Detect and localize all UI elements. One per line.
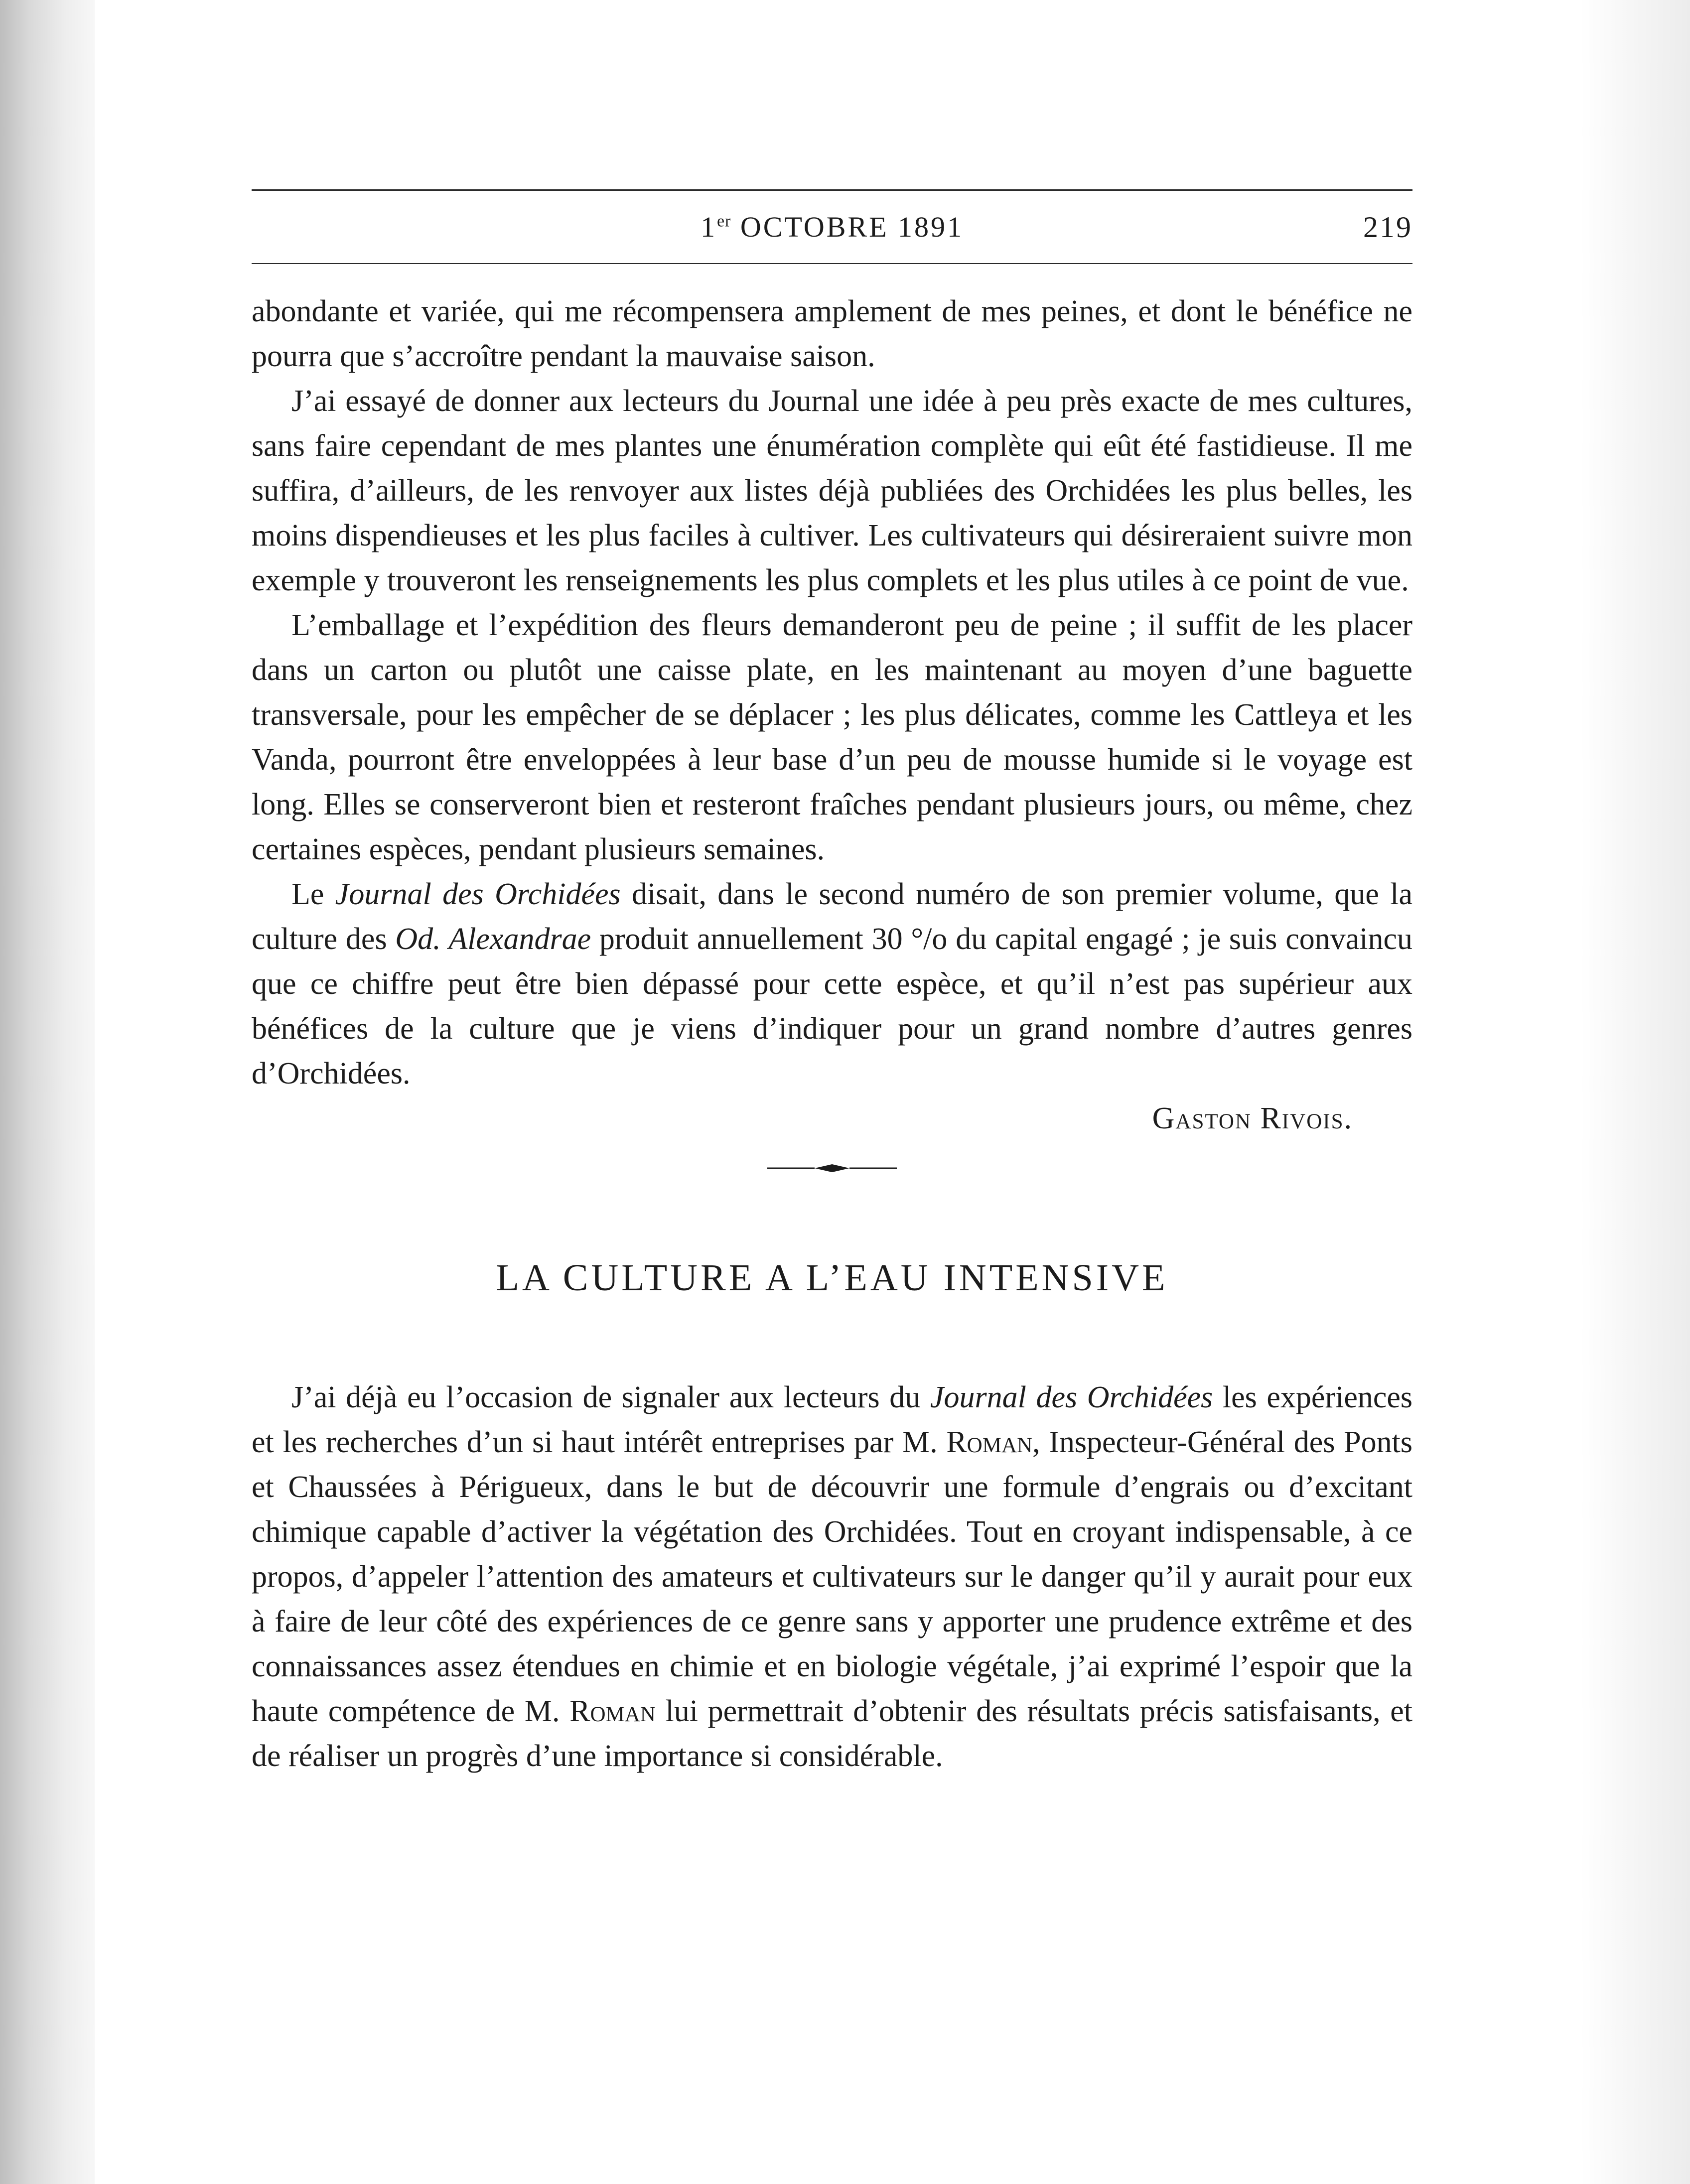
paragraph-4 — [252, 872, 1412, 1096]
article-body — [252, 289, 1412, 1778]
author-signature: Gaston Rivois. — [1152, 1101, 1353, 1135]
header-date-prefix: 1 — [700, 211, 717, 243]
p5-text-e: , Inspecteur-Général des Ponts et Chaussées à Périgueux, dans le but de découvrir une formule d’engrais ou d’excitant chimique capable d’activer la végétation des Orchidées. Tout en croyant indispensable, à ce propos, d’appeler l’attention des amateurs et cultivateurs sur le danger qu’il y aurait pour eux à faire de leur côté des expériences de ce genre sans y apporter une prudence extrême et des connaissances assez étendues en chimie et en biologie végétale, j’ai exprimé l’espoir que la haute compétence de M. — [252, 1425, 1412, 1728]
paragraph-3: L’emballage et l’expédition des fleurs demanderont peu de peine ; il suffit de les placer dans un carton ou plutôt une caisse plate, en les maintenant au moyen d’une baguette transversale, pour les empêcher de se déplacer ; les plus délicates, comme les Cattleya et les Vanda, pourront être enveloppées à leur base d’un peu de mousse humide si le voyage est long. Elles se conserveront bien et resteront fraîches pendant plusieurs jours, ou même, chez certaines espèces, pendant plusieurs semaines. — [252, 608, 1412, 866]
header-rule-top — [252, 189, 1412, 191]
paragraph-2: J’ai essayé de donner aux lecteurs du Journal une idée à peu près exacte de mes cultures, sans faire cependant de mes plantes une énumération complète qui eût été fastidieuse. Il me suffira, d’ailleurs, de les renvoyer aux listes déjà publiées des Orchidées les plus belles, les moins dispendieuses et les plus faciles à cultiver. Les cultivateurs qui désireraient suivre mon exemple y trouveront les renseignements les plus complets et les plus utiles à ce point de vue. — [252, 384, 1412, 597]
p5-text-g: lui permettrait d’obtenir des résultats précis satisfaisants, et de réaliser un progrès d’une importance si considérable. — [252, 1694, 1413, 1773]
p4-species-name: Od. Alexandrae — [395, 922, 591, 956]
journal-page — [252, 189, 1412, 2033]
p5-name-roman: Roman — [946, 1425, 1033, 1459]
p4-text-c: disait, dans le second numéro de son premier volume, que la culture des — [252, 877, 1413, 956]
header-date-rest: OCTOBRE 1891 — [731, 211, 964, 243]
header-date-sup: er — [716, 212, 731, 231]
fleuron-divider-icon — [767, 1161, 897, 1176]
scan-shadow-left — [0, 0, 95, 2184]
paragraph-5 — [252, 1375, 1412, 1778]
scan-shadow-right — [1580, 0, 1690, 2184]
p5-journal-title: Journal des Orchidées — [930, 1380, 1213, 1414]
p4-text-a: Le — [291, 877, 335, 911]
header-rule-bottom — [252, 263, 1412, 264]
page-number: 219 — [1363, 211, 1412, 244]
header-date — [252, 210, 1412, 244]
p4-journal-title: Journal des Orchidées — [335, 877, 621, 911]
paragraph-continued: abondante et variée, qui me récompensera amplement de mes peines, et dont le bénéfice ne pourra que s’accroître pendant la mauvaise saison. — [252, 294, 1412, 373]
p5-text-a: J’ai déjà eu l’occasion de signaler aux lecteurs du — [291, 1380, 930, 1414]
p5-name-roman-2: Roman — [569, 1694, 656, 1728]
section-title: LA CULTURE A L’EAU INTENSIVE — [496, 1257, 1168, 1299]
p4-text-e: produit annuellement 30 °/o du capital engagé ; je suis convaincu que ce chiffre peut être bien dépassé pour cette espèce, et qu’il n’est pas supérieur aux bénéfices de la culture que je viens d’indiquer pour un grand nombre d’autres genres d’Orchidées. — [252, 922, 1412, 1091]
p5-text-c: les expériences et les recherches d’un si haut intérêt entreprises par M. — [252, 1380, 1412, 1459]
running-head — [252, 210, 1412, 245]
